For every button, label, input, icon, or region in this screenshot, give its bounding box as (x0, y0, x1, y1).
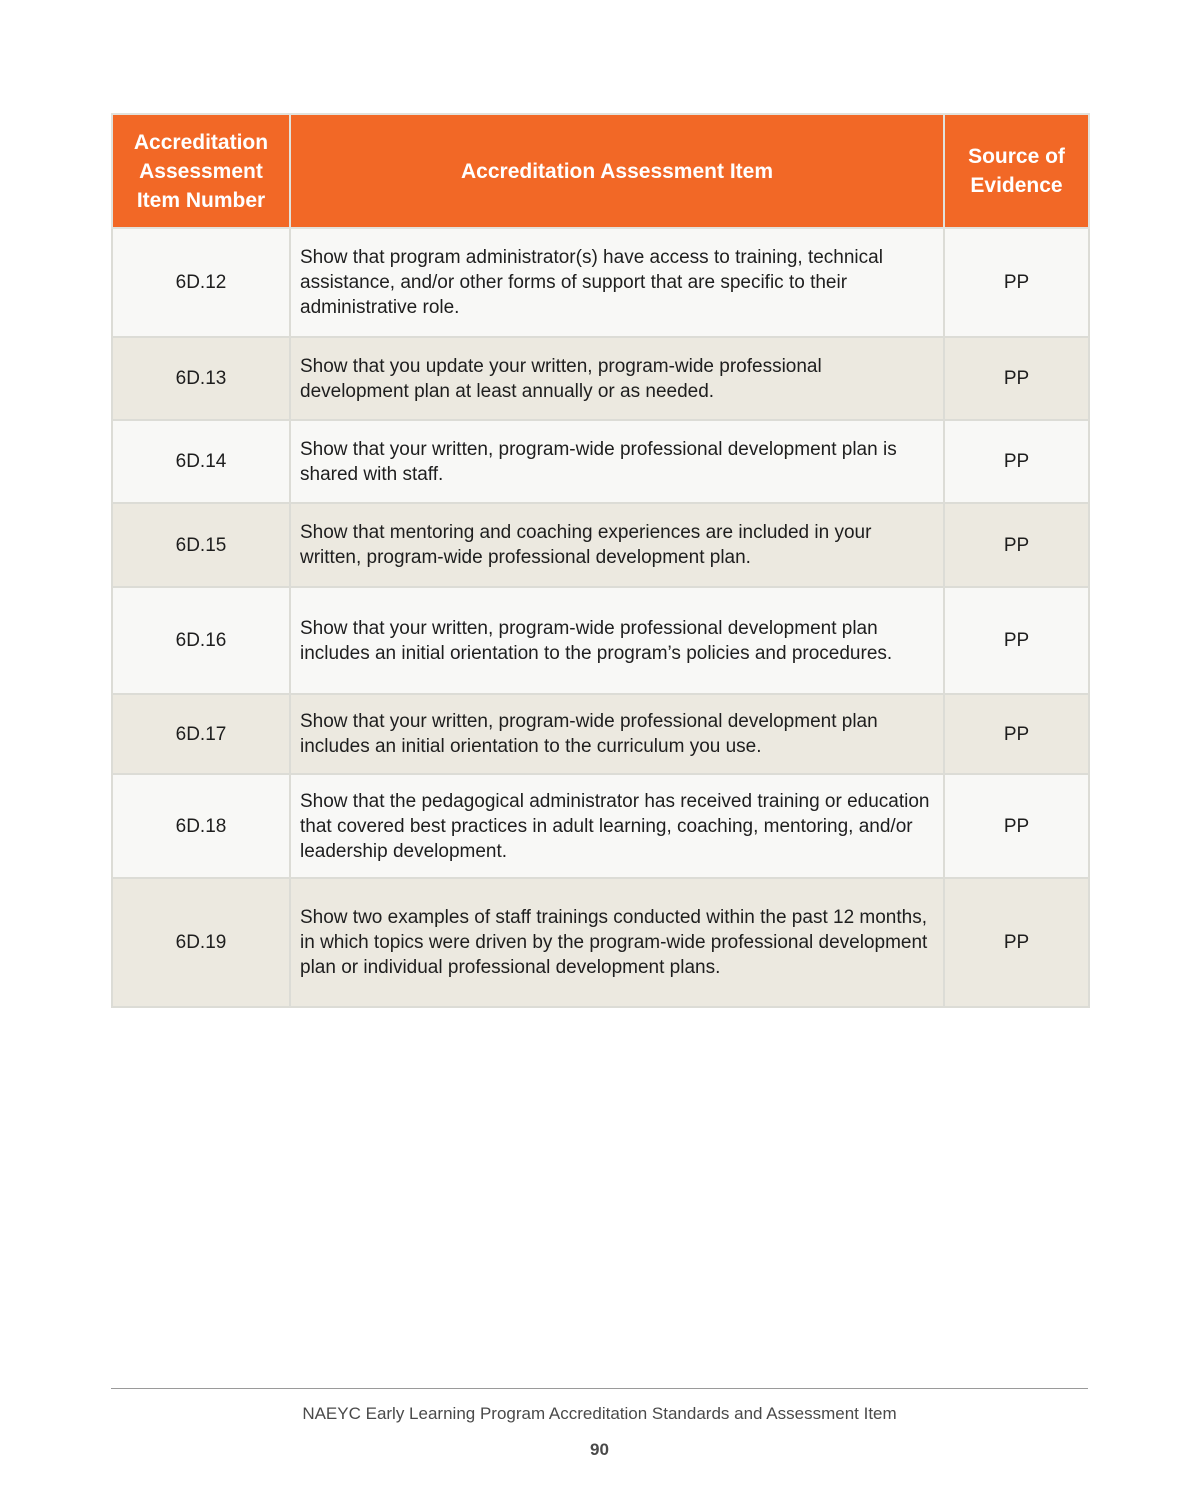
item-number-cell: 6D.13 (112, 337, 290, 420)
page-number: 90 (590, 1440, 609, 1459)
item-number-cell: 6D.12 (112, 228, 290, 337)
item-number-cell: 6D.14 (112, 420, 290, 503)
source-cell: PP (944, 337, 1089, 420)
table-row (112, 337, 1089, 420)
item-text-cell: Show that mentoring and coaching experiences are included in your written, program-wide professional development plan. (290, 503, 944, 587)
item-text-cell: Show that program administrator(s) have access to training, technical assistance, and/or other forms of support that are specific to their administrative role. (290, 228, 944, 337)
header-source: Source of Evidence (944, 114, 1089, 228)
item-number-cell: 6D.18 (112, 774, 290, 878)
item-number-cell: 6D.15 (112, 503, 290, 587)
table-header-row (112, 114, 1089, 228)
header-item-number: Accreditation Assessment Item Number (112, 114, 290, 228)
source-cell: PP (944, 774, 1089, 878)
footer-divider (111, 1388, 1088, 1389)
item-number-cell: 6D.16 (112, 587, 290, 694)
table-row (112, 503, 1089, 587)
item-text-cell: Show that your written, program-wide professional development plan includes an initial orientation to the curriculum you use. (290, 694, 944, 774)
table-row (112, 694, 1089, 774)
source-cell: PP (944, 694, 1089, 774)
item-text-cell: Show two examples of staff trainings conducted within the past 12 months, in which topics were driven by the program-wide professional development plan or individual professional development plans. (290, 878, 944, 1007)
item-number-cell: 6D.19 (112, 878, 290, 1007)
source-cell: PP (944, 587, 1089, 694)
source-cell: PP (944, 420, 1089, 503)
source-cell: PP (944, 228, 1089, 337)
table-row (112, 878, 1089, 1007)
item-number-cell: 6D.17 (112, 694, 290, 774)
table-row (112, 587, 1089, 694)
accreditation-table (111, 113, 1090, 1008)
table-row (112, 774, 1089, 878)
item-text-cell: Show that your written, program-wide professional development plan includes an initial orientation to the program’s policies and procedures. (290, 587, 944, 694)
source-cell: PP (944, 878, 1089, 1007)
item-text-cell: Show that your written, program-wide professional development plan is shared with staff. (290, 420, 944, 503)
item-text-cell: Show that you update your written, program-wide professional development plan at least annually or as needed. (290, 337, 944, 420)
table-row (112, 420, 1089, 503)
source-cell: PP (944, 503, 1089, 587)
header-item: Accreditation Assessment Item (290, 114, 944, 228)
footer-title: NAEYC Early Learning Program Accreditation Standards and Assessment Item (302, 1404, 897, 1423)
table-row (112, 228, 1089, 337)
accreditation-table-container (111, 113, 1088, 1008)
item-text-cell: Show that the pedagogical administrator has received training or education that covered best practices in adult learning, coaching, mentoring, and/or leadership development. (290, 774, 944, 878)
